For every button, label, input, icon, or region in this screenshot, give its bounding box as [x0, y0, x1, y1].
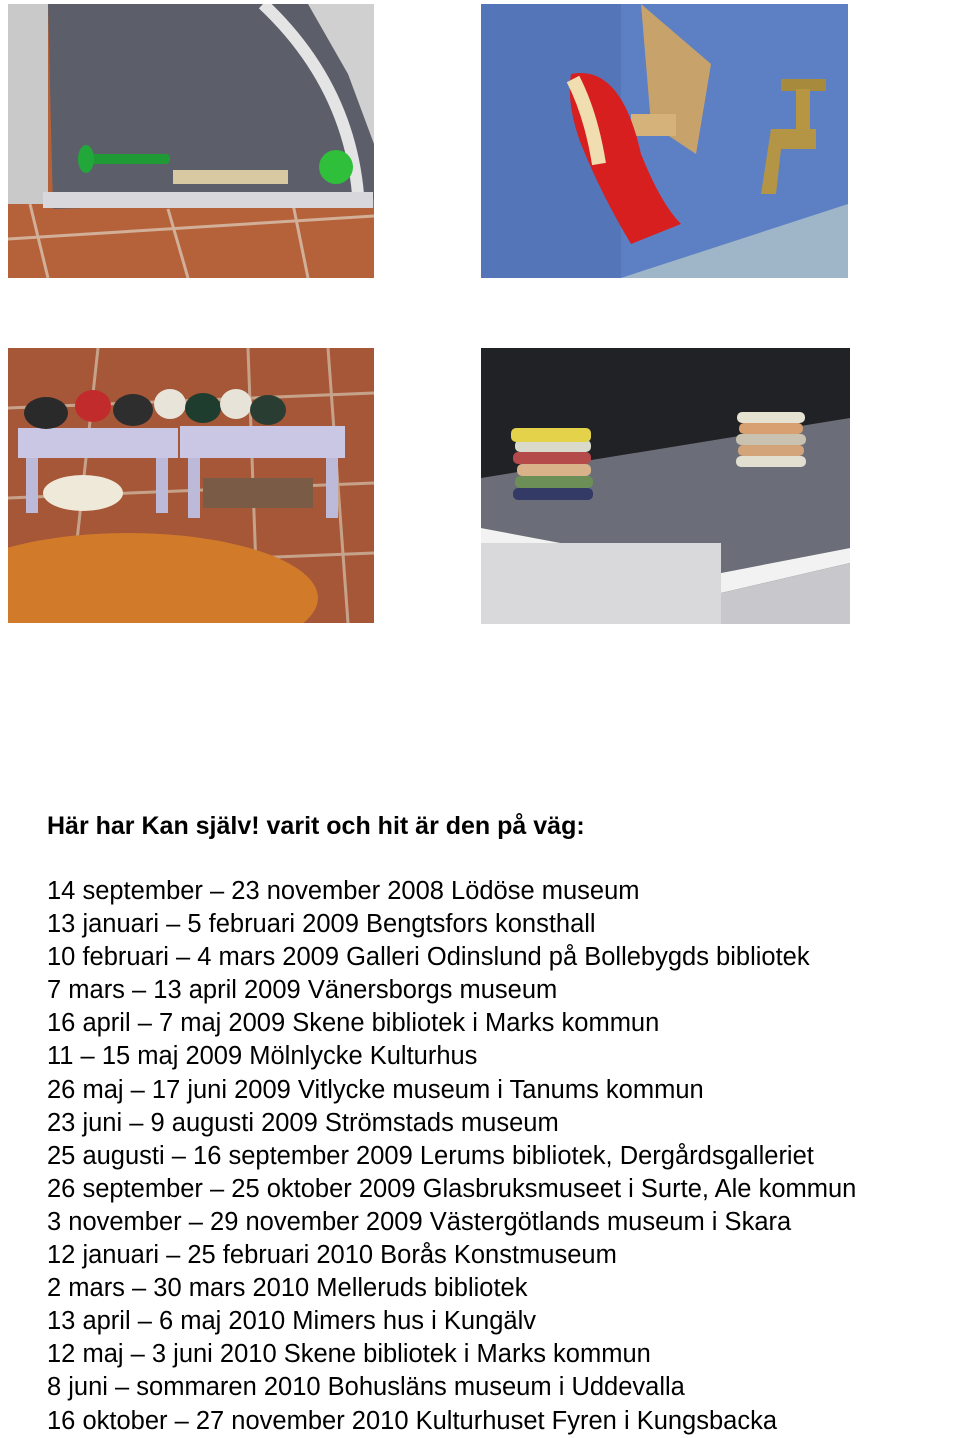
schedule-item: 13 april – 6 maj 2010 Mimers hus i Kungälv: [47, 1307, 536, 1336]
schedule-item: 26 maj – 17 juni 2009 Vitlycke museum i Tanums kommun: [47, 1075, 704, 1104]
schedule-item: 16 oktober – 27 november 2010 Kulturhuset Fyren i Kungsbacka: [47, 1406, 778, 1435]
schedule-item: 8 juni – sommaren 2010 Bohusläns museum i Uddevalla: [47, 1373, 685, 1402]
exhibition-schedule: [47, 875, 856, 1438]
schedule-item: 12 januari – 25 februari 2010 Borås Konstmuseum: [47, 1241, 617, 1270]
schedule-item: 16 april – 7 maj 2009 Skene bibliotek i Marks kommun: [47, 1009, 660, 1038]
schedule-item: 7 mars – 13 april 2009 Vänersborgs museum: [47, 976, 558, 1005]
exhibition-heading: Här har Kan själv! varit och hit är den på väg:: [47, 812, 585, 840]
schedule-item: 3 november – 29 november 2009 Västergötlands museum i Skara: [47, 1207, 792, 1236]
schedule-item: 14 september – 23 november 2008 Lödöse museum: [47, 877, 640, 905]
schedule-item: 25 augusti – 16 september 2009 Lerums bibliotek, Dergårdsgalleriet: [47, 1141, 814, 1170]
photo-painted-board-with-brush: [8, 4, 374, 278]
schedule-item: 26 september – 25 oktober 2009 Glasbruksmuseet i Surte, Ale kommun: [47, 1174, 857, 1203]
schedule-item: 13 januari – 5 februari 2009 Bengtsfors konsthall: [47, 910, 596, 939]
schedule-item: 12 maj – 3 juni 2010 Skene bibliotek i Marks kommun: [47, 1340, 651, 1369]
schedule-item: 2 mars – 30 mars 2010 Melleruds bibliotek: [47, 1274, 528, 1303]
photo-red-shoe-and-tap-on-blue-wall: [481, 4, 848, 278]
photo-cushions-on-grey-board: [481, 348, 850, 624]
schedule-item: 10 februari – 4 mars 2009 Galleri Odinslund på Bollebygds bibliotek: [47, 943, 810, 972]
schedule-item: 11 – 15 maj 2009 Mölnlycke Kulturhus: [47, 1042, 478, 1071]
schedule-item: 23 juni – 9 augusti 2009 Strömstads museum: [47, 1108, 559, 1137]
photo-shoes-on-white-benches: [8, 348, 374, 623]
